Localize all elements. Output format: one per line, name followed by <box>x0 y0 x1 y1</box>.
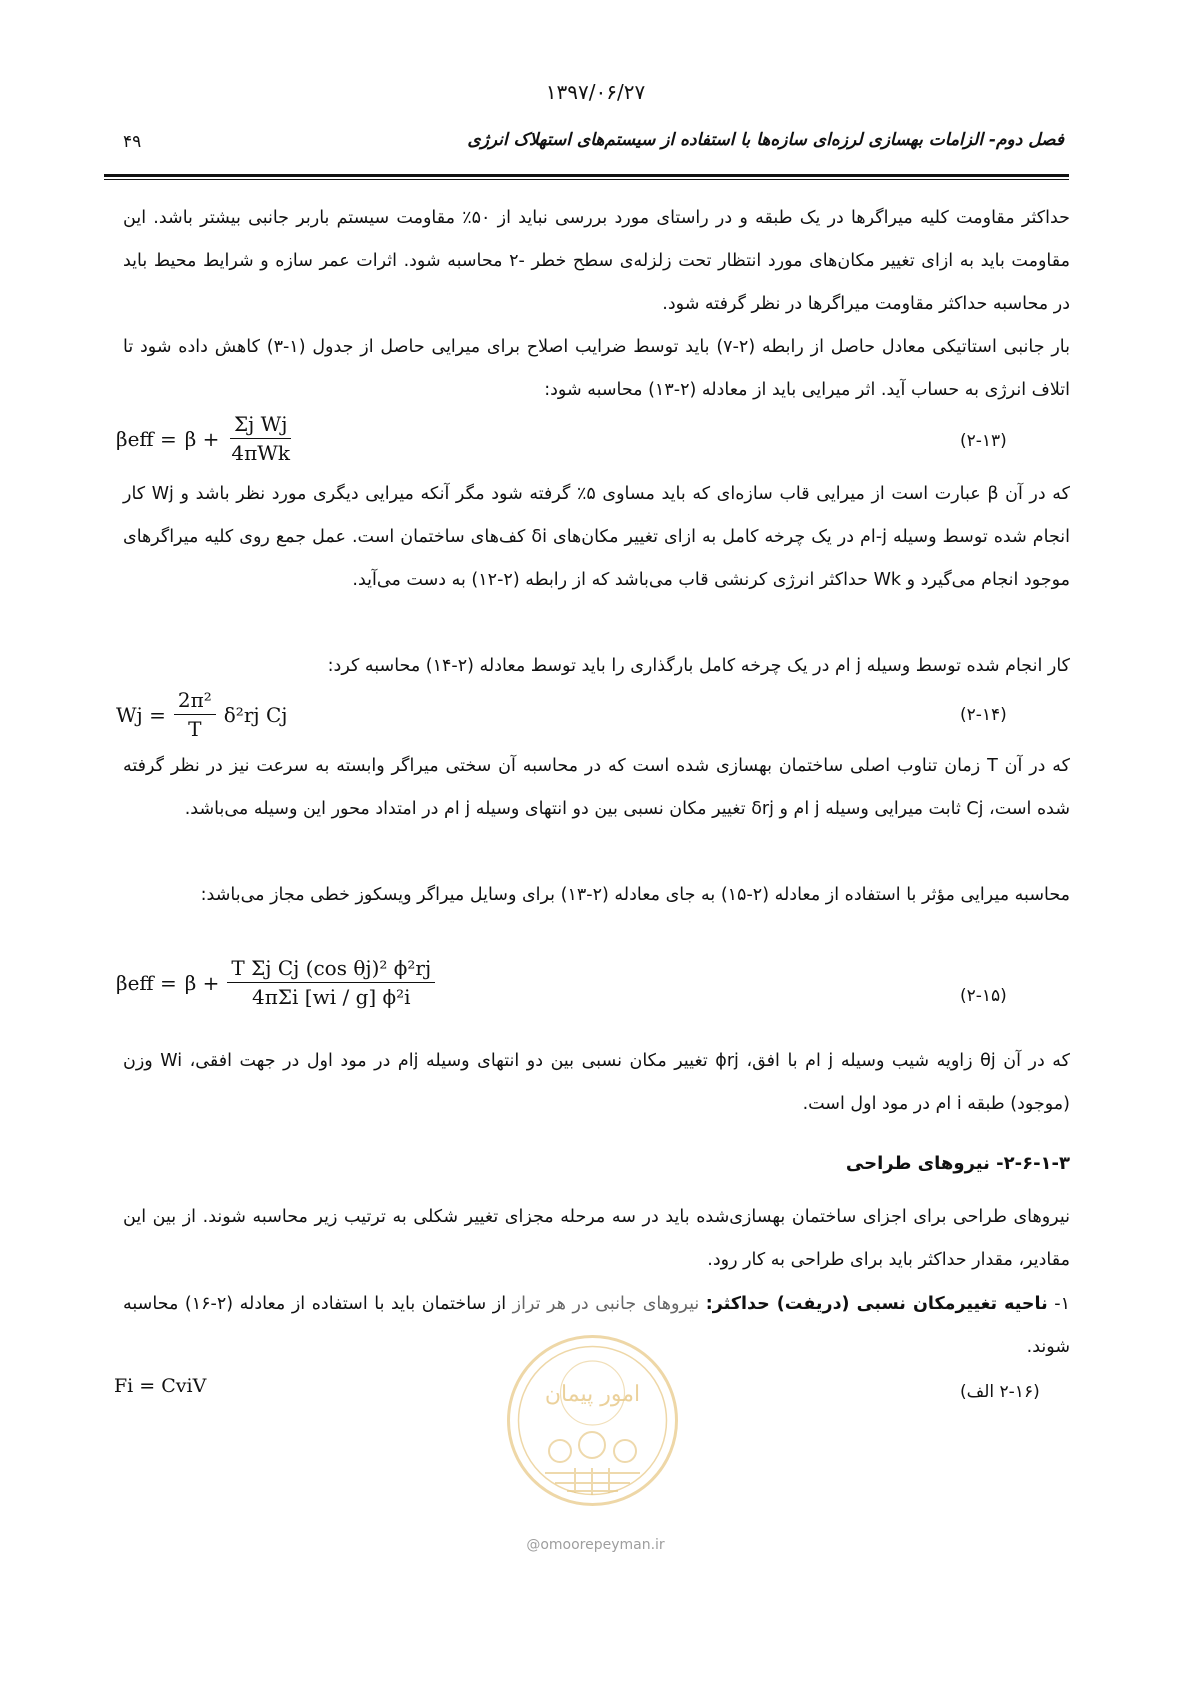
eq14-fraction <box>174 688 216 741</box>
paragraph-4: کار انجام شده توسط وسیله j ام در یک چرخه کامل بارگذاری را باید توسط معادله (۲-۱۴) محاسبه کرد: <box>327 656 1070 676</box>
eq15-fraction <box>227 956 435 1009</box>
paragraph-7: که در آن θj زاویه شیب وسیله j ام با افق، ϕrj تغییر مکان نسبی بین دو انتهای وسیله jام در مود اول در جهت افقی، Wi وزن (موجود) طبقه i ام در مود اول است. <box>123 1051 1071 1114</box>
eq13-numerator: Σj Wj <box>230 412 291 439</box>
eq14-denominator: T <box>188 717 202 741</box>
section-heading: ۲-۶-۱-۳- نیروهای طراحی <box>845 1153 1070 1174</box>
paragraph-8: نیروهای طراحی برای اجزای ساختمان بهسازی‌شده باید در سه مرحله مجزای تغییر شکلی به ترتیب زیر محاسبه شوند. از بین این مقادیر، مقدار حداکثر باید برای طراحی به کار رود. <box>123 1207 1070 1270</box>
eq15-plus: β + <box>184 970 220 995</box>
eq14-tail: δ²rj Cj <box>223 702 288 727</box>
equation-14-label: (۲-۱۴) <box>960 705 1007 725</box>
eq13-plus: β + <box>184 426 220 451</box>
paragraph-5: که در آن T زمان تناوب اصلی ساختمان بهسازی شده است که در محاسبه آن سختی میراگر وابسته به سرعت نیز در نظر گرفته شده است، Cj ثابت میرایی وسیله j ام و δrj تغییر مکان نسبی بین دو انتهای وسیله j ام در امتداد محور این وسیله می‌باشد. <box>123 756 1071 819</box>
header-date: ۱۳۹۷/۰۶/۲۷ <box>545 80 646 104</box>
equation-16a: Fi = CviV <box>114 1375 207 1397</box>
paragraph-2: بار جانبی استاتیکی معادل حاصل از رابطه (۲-۷) باید توسط ضرایب اصلاح برای میرایی حاصل از جدول (۱-۳) کاهش داده شود تا اتلاف انرژی به حساب آید. اثر میرایی باید از معادله (۲-۱۳) محاسبه شود: <box>123 337 1070 400</box>
header-rule <box>104 174 1069 180</box>
watermark-site: @omoorepeyman.ir <box>526 1537 665 1553</box>
seal-icon <box>505 1333 680 1508</box>
eq14-lhs: Wj = <box>116 702 166 727</box>
paragraph-1: حداکثر مقاومت کلیه میراگرها در یک طبقه و در راستای مورد بررسی نباید از ۵۰٪ مقاومت سیستم باربر جانبی بیشتر باشد. این مقاومت باید به ازای تغییر مکان‌های مورد انتظار تحت زلزله‌ی سطح خطر -۲ محاسبه شود. اثرات عمر سازه و شرایط محیط باید در محاسبه حداکثر مقاومت میراگرها در نظر گرفته شود. <box>123 208 1071 314</box>
chapter-title: فصل دوم- الزامات بهسازی لرزه‌ای سازه‌ها با استفاده از سیستم‌های استهلاک انرژی <box>467 130 1064 150</box>
eq13-fraction <box>227 412 294 465</box>
paragraph-6: محاسبه میرایی مؤثر با استفاده از معادله (۲-۱۵) به جای معادله (۲-۱۳) برای وسایل میراگر ویسکوز خطی مجاز می‌باشد: <box>200 885 1070 905</box>
seal-text: امور پیمان <box>544 1382 641 1407</box>
paragraph-3: که در آن β عبارت است از میرایی قاب سازه‌ای که باید مساوی ۵٪ گرفته شود مگر آنکه میرایی دیگری مورد نظر باشد و Wj کار انجام شده توسط وسیله j-ام در یک چرخه کامل به ازای تغییر مکان‌های δi کف‌های ساختمان است. عمل جمع روی کلیه میراگرهای موجود انجام می‌گیرد و Wk حداکثر انرژی کرنشی قاب می‌باشد که از رابطه (۲-۱۲) به دست می‌آید. <box>123 484 1070 590</box>
eq13-denominator: 4πWk <box>231 441 290 465</box>
eq15-lhs: βeff = <box>116 970 177 995</box>
list-item-number: ۱- <box>1054 1294 1070 1314</box>
equation-15 <box>116 956 435 1009</box>
equation-13-label: (۲-۱۳) <box>960 431 1007 451</box>
list-item-highlight: نیروهای جانبی در هر تراز <box>512 1294 700 1314</box>
equation-16a-label: (۲-۱۶ الف) <box>960 1382 1040 1402</box>
page-number: ۴۹ <box>123 132 142 152</box>
list-item-text: از ساختمان باید با استفاده از معادله (۲-۱۶) محاسبه شوند. <box>123 1294 1070 1357</box>
equation-15-label: (۲-۱۵) <box>960 986 1007 1006</box>
watermark-seal <box>505 1333 680 1508</box>
eq13-lhs: βeff = <box>116 426 177 451</box>
eq15-denominator: 4πΣi [wi / g] ϕ²i <box>252 985 411 1009</box>
list-item-title: ناحیه تغییرمکان نسبی (دریفت) حداکثر: <box>705 1294 1048 1314</box>
eq15-numerator: T Σj Cj (cos θj)² ϕ²rj <box>227 956 435 983</box>
equation-13 <box>116 412 294 465</box>
eq14-numerator: 2π² <box>174 688 216 715</box>
equation-14 <box>116 688 287 741</box>
